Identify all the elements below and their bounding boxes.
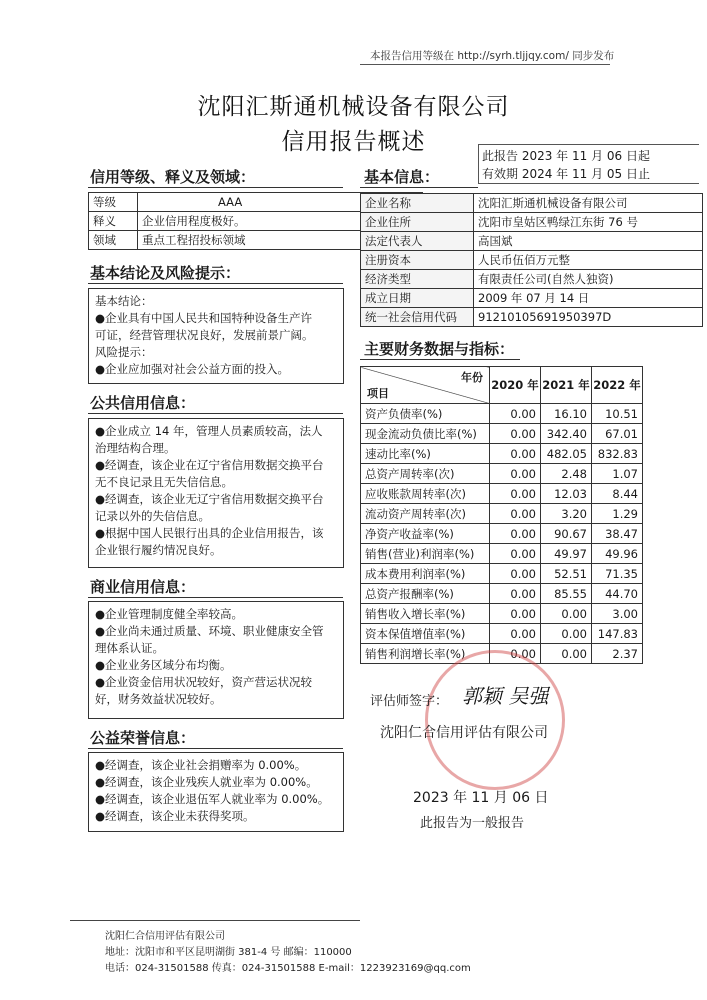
info-row <box>361 213 703 232</box>
info-row <box>361 232 703 251</box>
conclusion-heading: 基本结论及风险提示： <box>90 264 241 282</box>
info-row <box>361 251 703 270</box>
business-credit-line: ●企业尚未通过质量、环境、职业健康安全管 <box>95 624 324 638</box>
indicator-name: 总资产报酬率(%) <box>361 584 490 604</box>
year-header: 2020 年 <box>490 367 541 404</box>
indicator-value: 90.67 <box>541 524 592 544</box>
indicator-value: 0.00 <box>490 584 541 604</box>
conclusion-line: ●企业应加强对社会公益方面的投入。 <box>95 362 290 376</box>
indicator-value: 0.00 <box>541 644 592 664</box>
indicator-value: 0.00 <box>490 484 541 504</box>
indicator-value: 0.00 <box>490 404 541 424</box>
info-label: 统一社会信用代码 <box>361 308 474 327</box>
honors-line: ●经调查，该企业社会捐赠率为 0.00%。 <box>95 758 307 772</box>
public-credit-box <box>88 418 344 568</box>
credit-label: 释义 <box>89 212 138 231</box>
indicator-value: 0.00 <box>490 444 541 464</box>
financial-row <box>361 524 643 544</box>
year-header: 2021 年 <box>541 367 592 404</box>
validity-start: 此报告 2023 年 11 月 06 日起 <box>482 149 650 163</box>
info-label: 成立日期 <box>361 289 474 308</box>
indicator-name: 现金流动负债比率(%) <box>361 424 490 444</box>
indicator-value: 44.70 <box>592 584 643 604</box>
indicator-value: 52.51 <box>541 564 592 584</box>
financial-heading: 主要财务数据与指标： <box>364 340 515 358</box>
indicator-value: 482.05 <box>541 444 592 464</box>
financial-header-row <box>361 367 643 404</box>
conclusion-box <box>88 288 344 384</box>
indicator-value: 0.00 <box>490 544 541 564</box>
indicator-name: 总资产周转率(次) <box>361 464 490 484</box>
info-row <box>361 308 703 327</box>
indicator-value: 0.00 <box>490 504 541 524</box>
business-credit-line: 理体系认证。 <box>95 641 164 655</box>
validity-end: 有效期 2024 年 11 月 05 日止 <box>482 167 650 181</box>
credit-heading-rule <box>88 187 343 188</box>
public-credit-line: ●根据中国人民银行出具的企业信用报告，该 <box>95 526 324 540</box>
indicator-value: 0.00 <box>490 564 541 584</box>
financial-row <box>361 584 643 604</box>
indicator-value: 49.97 <box>541 544 592 564</box>
indicator-name: 销售收入增长率(%) <box>361 604 490 624</box>
indicator-value: 12.03 <box>541 484 592 504</box>
public-credit-line: 记录以外的失信信息。 <box>95 509 210 523</box>
indicator-name: 速动比率(%) <box>361 444 490 464</box>
year-label: 年份 <box>461 371 483 384</box>
public-credit-line: ●经调查，该企业无辽宁省信用数据交换平台 <box>95 492 324 506</box>
public-credit-line: 无不良记录且无失信信息。 <box>95 475 233 489</box>
info-label: 法定代表人 <box>361 232 474 251</box>
indicator-value: 67.01 <box>592 424 643 444</box>
honors-line: ●经调查，该企业退伍军人就业率为 0.00%。 <box>95 792 330 806</box>
honors-line: ●经调查，该企业残疾人就业率为 0.00%。 <box>95 775 318 789</box>
public-credit-line: 企业银行履约情况良好。 <box>95 543 222 557</box>
business-credit-heading-rule <box>88 597 343 598</box>
public-credit-heading: 公共信用信息： <box>90 394 196 412</box>
info-value: 人民币伍佰万元整 <box>474 251 703 270</box>
business-credit-heading: 商业信用信息： <box>90 578 196 596</box>
footer-divider <box>70 920 360 921</box>
info-label: 企业名称 <box>361 194 474 213</box>
honors-heading: 公益荣誉信息： <box>90 729 196 747</box>
financial-row <box>361 424 643 444</box>
basic-info-table <box>360 193 703 327</box>
report-title: 信用报告概述 <box>281 129 426 155</box>
indicator-value: 3.20 <box>541 504 592 524</box>
indicator-value: 0.00 <box>490 624 541 644</box>
conclusion-line: 基本结论： <box>95 294 153 308</box>
info-label: 注册资本 <box>361 251 474 270</box>
indicator-value: 0.00 <box>541 624 592 644</box>
financial-row <box>361 504 643 524</box>
financial-table <box>360 366 643 664</box>
indicator-name: 资本保值增值率(%) <box>361 624 490 644</box>
honors-heading-rule <box>88 748 343 749</box>
public-credit-line: ●企业成立 14 年，管理人员素质较高，法人 <box>95 424 323 438</box>
financial-row <box>361 484 643 504</box>
financial-row <box>361 544 643 564</box>
signer-label: 评估师签字： <box>370 694 449 709</box>
indicator-value: 147.83 <box>592 624 643 644</box>
business-credit-box <box>88 601 344 719</box>
footer-company: 沈阳仁合信用评估有限公司 <box>105 931 225 942</box>
indicator-value: 49.96 <box>592 544 643 564</box>
report-type: 此报告为一般报告 <box>420 816 525 831</box>
indicator-value: 0.00 <box>490 604 541 624</box>
info-row <box>361 270 703 289</box>
financial-row <box>361 464 643 484</box>
conclusion-line: 风险提示： <box>95 345 153 359</box>
honors-line: ●经调查，该企业未获得奖项。 <box>95 809 255 823</box>
header-divider <box>360 64 610 65</box>
item-label: 项目 <box>367 387 389 400</box>
footer-contact: 电话：024-31501588 传真：024-31501588 E-mail：1223923169@qq.com <box>105 963 471 974</box>
credit-heading: 信用等级、释义及领域： <box>90 168 256 186</box>
financial-row <box>361 604 643 624</box>
indicator-value: 8.44 <box>592 484 643 504</box>
public-credit-line: 治理结构合理。 <box>95 441 176 455</box>
info-value: 沈阳市皇姑区鸭绿江东街 76 号 <box>474 213 703 232</box>
financial-row <box>361 624 643 644</box>
credit-field-value: 重点工程招投标领域 <box>138 231 423 250</box>
indicator-value: 0.00 <box>490 644 541 664</box>
indicator-name: 销售(营业)利润率(%) <box>361 544 490 564</box>
public-credit-heading-rule <box>88 413 343 414</box>
info-value: 沈阳汇斯通机械设备有限公司 <box>474 194 703 213</box>
basic-info-heading: 基本信息： <box>364 168 440 186</box>
indicator-name: 流动资产周转率(次) <box>361 504 490 524</box>
company-seal <box>425 650 565 790</box>
financial-row <box>361 564 643 584</box>
honors-box <box>88 752 344 832</box>
indicator-value: 1.29 <box>592 504 643 524</box>
indicator-value: 1.07 <box>592 464 643 484</box>
business-credit-line: ●企业业务区域分布均衡。 <box>95 658 232 672</box>
info-label: 企业住所 <box>361 213 474 232</box>
evaluator-signature: 郭颖 吴强 <box>462 684 549 708</box>
info-value: 91210105691950397D <box>474 308 703 327</box>
info-row <box>361 194 703 213</box>
basic-info-heading-rule <box>360 187 478 188</box>
indicator-value: 342.40 <box>541 424 592 444</box>
evaluator-company: 沈阳仁合信用评估有限公司 <box>380 725 548 741</box>
header-note: 本报告信用等级在 http://syrh.tljjqy.com/ 同步发布 <box>370 50 615 62</box>
financial-row <box>361 404 643 424</box>
info-row <box>361 289 703 308</box>
footer-address: 地址：沈阳市和平区昆明湖街 381-4 号 邮编：110000 <box>105 947 352 958</box>
credit-label: 等级 <box>89 193 138 212</box>
conclusion-line: ●企业具有中国人民共和国特种设备生产许 <box>95 311 313 325</box>
indicator-name: 成本费用利润率(%) <box>361 564 490 584</box>
indicator-value: 71.35 <box>592 564 643 584</box>
indicator-value: 0.00 <box>490 524 541 544</box>
indicator-value: 832.83 <box>592 444 643 464</box>
indicator-value: 0.00 <box>541 604 592 624</box>
info-value: 有限责任公司(自然人独资) <box>474 270 703 289</box>
financial-heading-rule <box>360 359 520 360</box>
public-credit-line: ●经调查，该企业在辽宁省信用数据交换平台 <box>95 458 324 472</box>
financial-corner-cell <box>361 367 490 404</box>
company-title: 沈阳汇斯通机械设备有限公司 <box>197 94 510 120</box>
credit-meaning-value: 企业信用程度极好。 <box>138 212 423 231</box>
indicator-name: 应收账款周转率(次) <box>361 484 490 504</box>
financial-row <box>361 444 643 464</box>
business-credit-line: ●企业管理制度健全率较高。 <box>95 607 244 621</box>
conclusion-line: 可证，经营管理状况良好，发展前景广阔。 <box>95 328 314 342</box>
indicator-value: 2.48 <box>541 464 592 484</box>
indicator-value: 0.00 <box>490 424 541 444</box>
credit-grade-value: AAA <box>138 193 423 212</box>
indicator-name: 资产负债率(%) <box>361 404 490 424</box>
info-label: 经济类型 <box>361 270 474 289</box>
indicator-value: 38.47 <box>592 524 643 544</box>
info-value: 2009 年 07 月 14 日 <box>474 289 703 308</box>
credit-label: 领域 <box>89 231 138 250</box>
conclusion-heading-rule <box>88 283 343 284</box>
business-credit-line: 好，财务效益状况较好。 <box>95 692 222 706</box>
indicator-value: 3.00 <box>592 604 643 624</box>
business-credit-line: ●企业资金信用状况较好，资产营运状况较 <box>95 675 313 689</box>
indicator-value: 16.10 <box>541 404 592 424</box>
info-value: 高国斌 <box>474 232 703 251</box>
year-header: 2022 年 <box>592 367 643 404</box>
indicator-value: 0.00 <box>490 464 541 484</box>
indicator-name: 净资产收益率(%) <box>361 524 490 544</box>
indicator-value: 10.51 <box>592 404 643 424</box>
indicator-value: 85.55 <box>541 584 592 604</box>
indicator-value: 2.37 <box>592 644 643 664</box>
evaluation-date: 2023 年 11 月 06 日 <box>413 790 549 806</box>
indicator-name: 销售利润增长率(%) <box>361 644 490 664</box>
